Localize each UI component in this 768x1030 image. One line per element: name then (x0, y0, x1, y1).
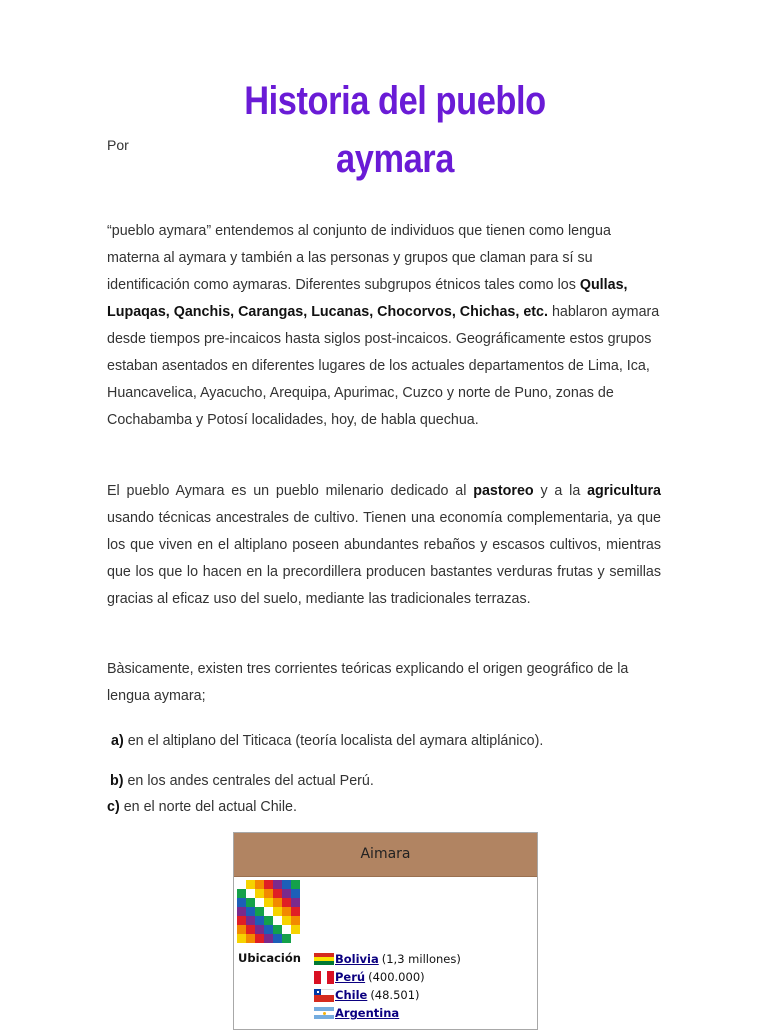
paragraph-text: usando técnicas ancestrales de cultivo. Tienen una economía complementaria, ya que los que viven en el altiplano poseen abundantes rebaños y escasos cultivos, mientras que los que lo hacen en la precordillera producen bastantes verduras frutas y semillas gracias al eficaz uso del suelo, mediante las tradicionales terrazas. (107, 510, 661, 607)
paragraph-definition (107, 218, 661, 434)
location-item (314, 1004, 461, 1022)
location-count: (48.501) (370, 988, 420, 1002)
location-item (314, 986, 461, 1004)
paragraph-text: “pueblo aymara” entendemos al conjunto de individuos que tienen como lengua materna al aymara y también a las personas y grupos que claman para sí su identificación como aymaras. Diferentes subgrupos étnicos tales como los (107, 223, 611, 293)
list-item (111, 730, 543, 752)
paragraph-bold-text: pastoreo (473, 483, 534, 499)
language-infobox (233, 832, 538, 1030)
paragraph-text: El pueblo Aymara es un pueblo milenario dedicado al (107, 483, 474, 499)
list-marker: a) (111, 733, 124, 749)
page-title: Historia del pueblo aymara (244, 79, 546, 181)
location-link[interactable]: Bolivia (335, 952, 379, 966)
list-item-text: en el altiplano del Titicaca (teoría localista del aymara altiplánico). (123, 733, 544, 749)
location-link[interactable]: Argentina (335, 1006, 400, 1020)
list-item-text: en el norte del actual Chile. (119, 799, 297, 815)
paragraph-economy (107, 478, 661, 613)
paragraph-text: y a la (533, 483, 588, 499)
list-marker: c) (107, 799, 120, 815)
author-label: Por (107, 137, 129, 153)
location-item (314, 968, 461, 986)
location-label: Ubicación (238, 951, 301, 965)
infobox-header: Aimara (234, 833, 537, 877)
paragraph-bold-text: agricultura (587, 483, 661, 499)
location-item (314, 950, 461, 968)
wiphala-flag-icon (237, 880, 300, 943)
location-count: (400.000) (368, 970, 425, 984)
bolivia-flag-icon (314, 953, 334, 966)
list-item (107, 796, 297, 818)
argentina-flag-icon (314, 1007, 334, 1020)
paragraph-text: hablaron aymara desde tiempos pre-incaicos hasta siglos post-incaicos. Geográficamente estos grupos estaban asentados en diferentes lugares de los actuales departamentos de Lima, Ica, Huancavelica, Ayacucho, Arequipa, Apurimac, Cuzco y norte de Puno, zonas de Cochabamba y Potosí localidades, hoy, de habla quechua. (107, 304, 660, 428)
paragraph-origin: Bàsicamente, existen tres corrientes teóricas explicando el origen geográfico de la lengua aymara; (107, 661, 629, 704)
list-item (110, 770, 374, 792)
location-link[interactable]: Perú (335, 970, 366, 984)
peru-flag-icon (314, 971, 334, 984)
location-link[interactable]: Chile (335, 988, 368, 1002)
list-marker: b) (110, 773, 124, 789)
paragraph-bold-text: Qullas, Lupaqas, Qanchis, Carangas, Lucanas, Chocorvos, Chichas, etc. (107, 277, 628, 320)
location-count: (1,3 millones) (381, 952, 461, 966)
location-list (314, 950, 461, 1022)
list-item-text: en los andes centrales del actual Perú. (123, 773, 374, 789)
chile-flag-icon (314, 989, 334, 1002)
